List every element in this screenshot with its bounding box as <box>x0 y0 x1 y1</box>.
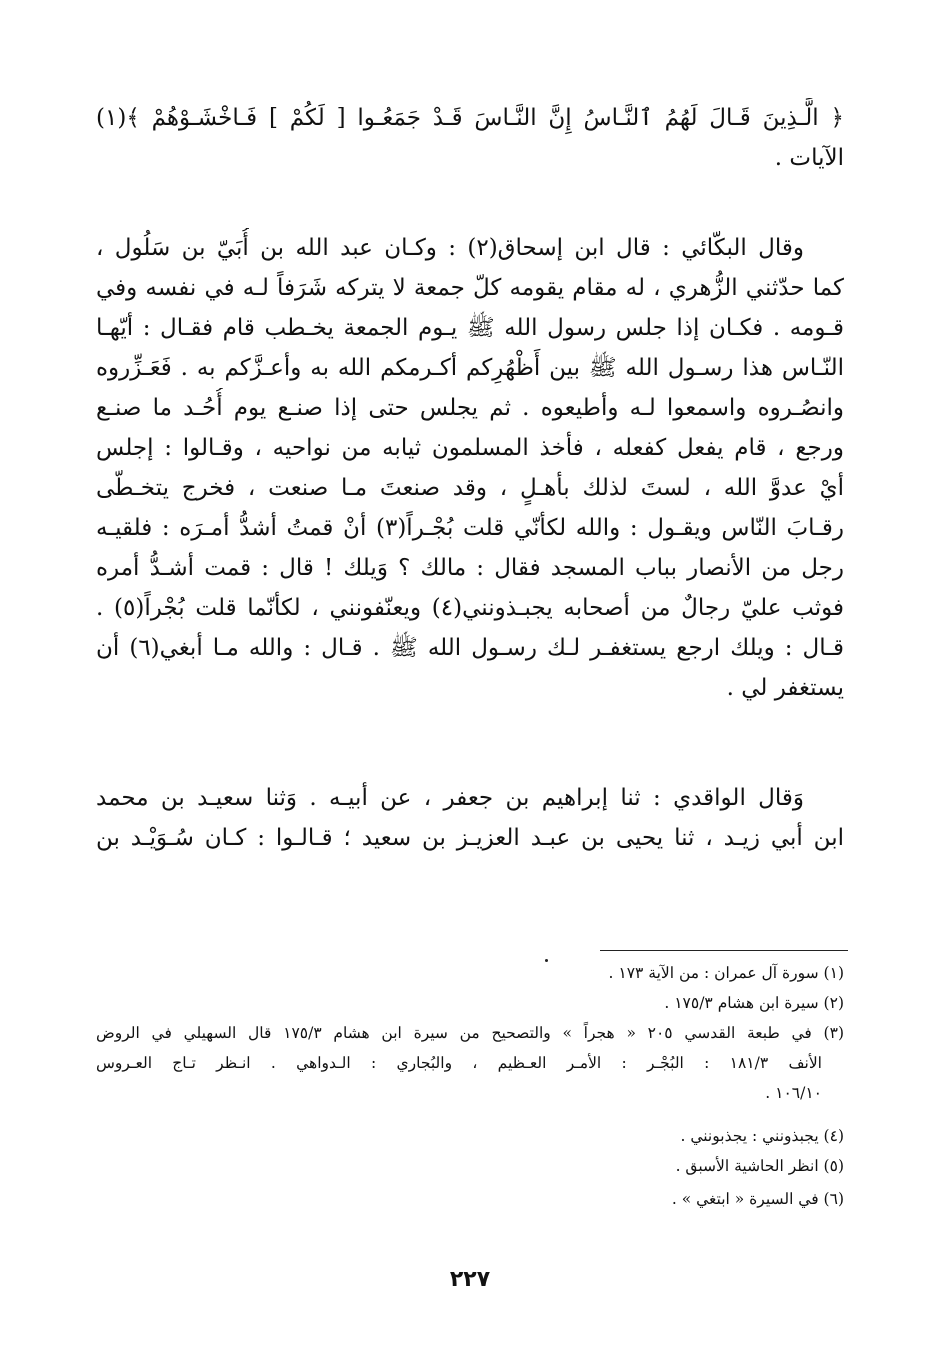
paragraph-2-line-1: وَقال الواقدي : ثنا إبراهيم بن جعفر ، عن أبيـه . وَثنا سعيـد بن محمد <box>96 785 804 811</box>
paragraph-1-line-6: ورجع ، قام يفعل كفعله ، فأخذ المسلمون ثيابه من نواحيه ، وقـالوا : إجلس <box>96 435 844 461</box>
paragraph-1-line-10: فوثب عليّ رجالٌ من أصحابه يجبـذونني(٤) ويعنّفونني ، لكأنّما قلت بُجْراً(٥) . <box>96 595 844 621</box>
footnote-1: (١) سورة آل عمران : من الآية ١٧٣ . <box>608 964 844 982</box>
paragraph-1-line-7: أيْ عدوَّ الله ، لستَ لذلك بأهـلٍ ، وقد صنعتَ مـا صنعت ، فخرج يتخـطّى <box>96 475 844 501</box>
footnote-6: (٦) في السيرة « ابتغي » . <box>671 1190 844 1208</box>
paragraph-1-line-3: قـومه . فكـان إذا جلس رسول الله ﷺ يـوم الجمعة يخـطب قام فقـال : أيّهـا <box>96 315 844 341</box>
page-number: ٢٢٧ <box>449 1267 491 1292</box>
paragraph-1-line-8: رقـابَ النّاس ويقـول : والله لكأنّي قلت بُجْـراً(٣) أنْ قمتُ أشدُّ أمـرَه : فلقيـه <box>96 515 844 541</box>
paragraph-1-line-1: وقال البكّائي : قال ابن إسحاق(٢) : وكـان عبد الله بن أُبَيّ بن سَلُول ، <box>96 235 804 261</box>
footnote-4: (٤) يجبذونني : يجذبونني . <box>680 1127 844 1145</box>
quran-verse-line-2: الآيات . <box>774 145 844 171</box>
quran-verse-line-1: ﴿ الَّـذِينَ قَـالَ لَهُمُ ٱلنَّـاسُ إِنَّ النَّـاسَ قَـدْ جَمَعُـوا [ لَكُمْ ] فَـاخْشَـوْهُمْ ﴾(١) <box>96 105 844 131</box>
paragraph-1-line-5: وانصُـروه واسمعوا لـه وأطيعوه . ثم يجلس حتى إذا صنـع يوم أُحُـد ما صنـع <box>96 395 844 421</box>
footnote-3-line-3: ١٠٦/١٠ . <box>765 1084 822 1102</box>
paragraph-2-line-2: ابن أبي زيـد ، ثنا يحيى بن عبـد العزيـز بن سعيد ؛ قـالـوا : كـان سُـوَيْـد بن <box>96 825 844 851</box>
paragraph-1-line-4: النّـاس هذا رسـول الله ﷺ بين أَظْهُرِكم أكـرمكم الله به وأعـزَّكم به . فَعَـزِّروه <box>96 355 844 381</box>
footnote-separator <box>600 950 848 951</box>
paragraph-1-line-12: يستغفر لي . <box>726 675 844 701</box>
paragraph-1-line-2: كما حدّثني الزُّهري ، له مقام يقومه كلّ جمعة لا يتركه شَرَفاً لـه في نفسه وفي <box>96 275 844 301</box>
paragraph-1-line-11: قـال : ويلك ارجع يستغفـر لـك رسـول الله ﷺ . قـال : والله مـا أبغي(٦) أن <box>96 635 844 661</box>
footnote-3-line-1: (٣) في طبعة القدسي ٢٠٥ « هجراً » والتصحيح من سيرة ابن هشام ١٧٥/٣ قال السهيلي في الروض <box>96 1024 844 1042</box>
footnote-2: (٢) سيرة ابن هشام ١٧٥/٣ . <box>664 994 844 1012</box>
paragraph-1-line-9: رجل من الأنصار بباب المسجد فقال : مالك ؟ وَيلك ! قال : قمت أشـدُّ أمره <box>96 555 844 581</box>
footnote-5: (٥) انظر الحاشية الأسبق . <box>675 1157 844 1175</box>
footnote-3-line-2: الأنف ١٨١/٣ : البُجْـر : الأمـر العـظيم ، والبُجاري : الـدواهي . انـظر تـاج العـروس <box>96 1054 822 1072</box>
